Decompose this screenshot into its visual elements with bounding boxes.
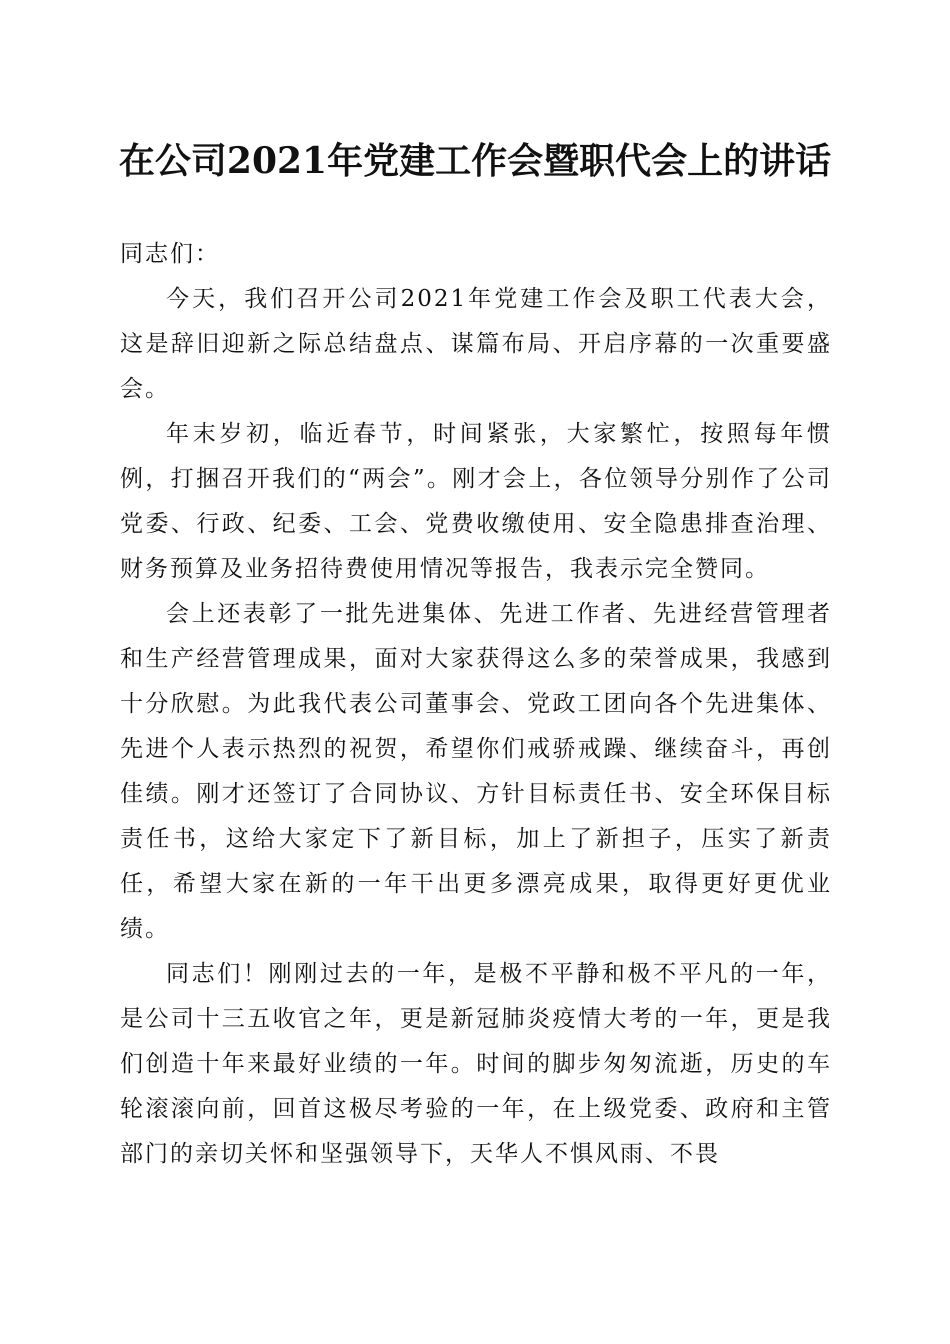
document-title: 在公司2021年党建工作会暨职代会上的讲话 bbox=[118, 140, 832, 182]
document-body bbox=[120, 232, 832, 1177]
paragraph-1: 今天，我们召开公司2021年党建工作会及职工代表大会，这是辞旧迎新之际总结盘点、谋篇布局、开启序幕的一次重要盛会。 bbox=[120, 286, 832, 402]
paragraph-2: 年末岁初，临近春节，时间紧张，大家繁忙，按照每年惯例，打捆召开我们的“两会”。刚才会上，各位领导分别作了公司党委、行政、纪委、工会、党费收缴使用、安全隐患排查治理、财务预算及业务招待费使用情况等报告，我表示完全赞同。 bbox=[120, 421, 832, 582]
paragraph-3: 会上还表彰了一批先进集体、先进工作者、先进经营管理者和生产经营管理成果，面对大家获得这么多的荣誉成果，我感到十分欣慰。为此我代表公司董事会、党政工团向各个先进集体、先进个人表示热烈的祝贺，希望你们戒骄戒躁、继续奋斗，再创佳绩。刚才还签订了合同协议、方针目标责任书、安全环保目标责任书，这给大家定下了新目标，加上了新担子，压实了新责任，希望大家在新的一年干出更多漂亮成果，取得更好更优业绩。 bbox=[120, 601, 832, 942]
salutation: 同志们： bbox=[120, 241, 220, 267]
paragraph-4: 同志们！刚刚过去的一年，是极不平静和极不平凡的一年，是公司十三五收官之年，更是新冠肺炎疫情大考的一年，更是我们创造十年来最好业绩的一年。时间的脚步匆匆流逝，历史的车轮滚滚向前，回首这极尽考验的一年，在上级党委、政府和主管部门的亲切关怀和坚强领导下，天华人不惧风雨、不畏 bbox=[120, 961, 832, 1167]
